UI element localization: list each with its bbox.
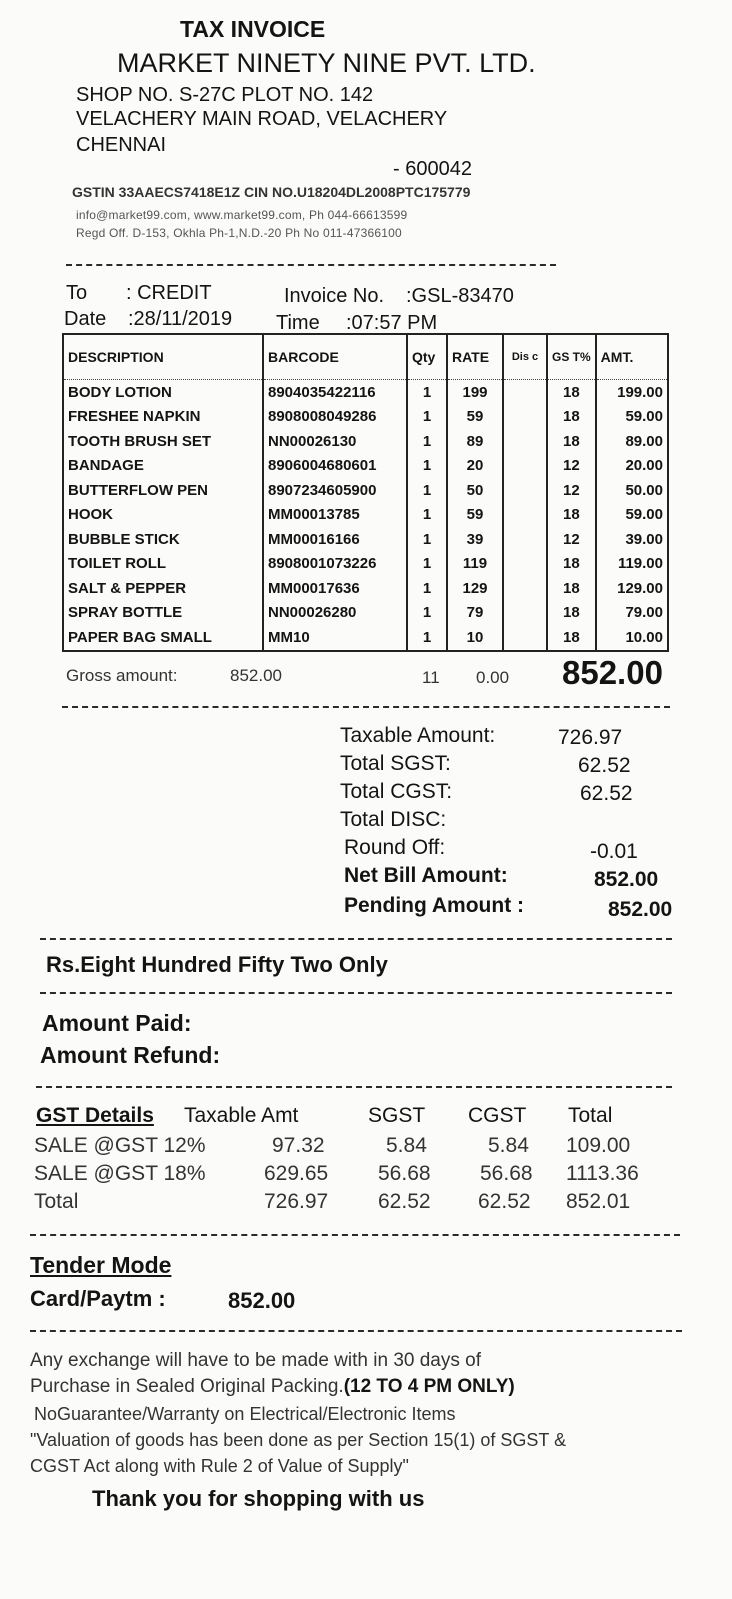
gst-row-sgst: 62.52 xyxy=(378,1190,431,1213)
address-line-2: VELACHERY MAIN ROAD, VELACHERY xyxy=(76,108,448,130)
item-description: TOOTH BRUSH SET xyxy=(63,429,263,454)
item-barcode: MM00017636 xyxy=(263,576,407,601)
item-description: BUBBLE STICK xyxy=(63,527,263,552)
tender-mode-label: Card/Paytm : xyxy=(30,1286,166,1311)
item-amount: 199.00 xyxy=(596,380,668,405)
item-disc xyxy=(503,405,547,430)
company-name: MARKET NINETY NINE PVT. LTD. xyxy=(117,48,536,78)
item-amount: 129.00 xyxy=(596,576,668,601)
item-amount: 50.00 xyxy=(596,478,668,503)
address-line-3: CHENNAI xyxy=(76,134,167,156)
item-barcode: 8906004680601 xyxy=(263,454,407,479)
item-barcode: MM00016166 xyxy=(263,527,407,552)
item-barcode: 8904035422116 xyxy=(263,380,407,405)
item-qty: 1 xyxy=(407,454,447,479)
pending-amount-label: Pending Amount : xyxy=(344,894,525,917)
pending-amount-value: 852.00 xyxy=(608,898,673,921)
table-row xyxy=(63,576,668,601)
date-label: Date xyxy=(64,308,107,330)
tender-mode-title: Tender Mode xyxy=(30,1252,172,1278)
col-qty: Qty xyxy=(407,334,447,380)
time-value: :07:57 PM xyxy=(346,312,438,334)
item-description: TOILET ROLL xyxy=(63,552,263,577)
col-rate: RATE xyxy=(447,334,503,380)
gst-row-total: 852.01 xyxy=(566,1190,631,1213)
table-row xyxy=(63,429,668,454)
tender-mode-value: 852.00 xyxy=(228,1288,296,1313)
item-disc xyxy=(503,601,547,626)
footer-valuation-line: "Valuation of goods has been done as per Section 15(1) of SGST & xyxy=(30,1430,567,1450)
date-value: :28/11/2019 xyxy=(128,308,233,330)
amount-in-words: Rs.Eight Hundred Fifty Two Only xyxy=(46,952,388,977)
item-gst: 12 xyxy=(547,527,596,552)
item-disc xyxy=(503,527,547,552)
item-rate: 59 xyxy=(447,405,503,430)
col-gst: GS T% xyxy=(547,334,596,380)
table-row xyxy=(63,527,668,552)
item-disc xyxy=(503,552,547,577)
item-disc xyxy=(503,576,547,601)
item-rate: 50 xyxy=(447,478,503,503)
items-table-header xyxy=(63,334,668,380)
footer-hours-text: (12 TO 4 PM ONLY) xyxy=(343,1376,515,1397)
item-rate: 129 xyxy=(447,576,503,601)
amount-paid-label: Amount Paid: xyxy=(42,1010,192,1036)
taxable-amount-value: 726.97 xyxy=(558,726,623,749)
total-sgst-label: Total SGST: xyxy=(340,752,451,775)
item-qty: 1 xyxy=(407,527,447,552)
taxable-amount-label: Taxable Amount: xyxy=(340,724,496,747)
item-gst: 18 xyxy=(547,380,596,405)
divider xyxy=(30,1330,682,1332)
invoice-number: :GSL-83470 xyxy=(406,285,514,307)
item-disc xyxy=(503,478,547,503)
table-row xyxy=(63,601,668,626)
item-disc xyxy=(503,429,547,454)
address-line-1: SHOP NO. S-27C PLOT NO. 142 xyxy=(76,84,374,106)
gross-amount-value: 852.00 xyxy=(230,666,282,685)
total-cgst-value: 62.52 xyxy=(580,782,633,805)
gross-disc: 0.00 xyxy=(476,668,510,687)
item-barcode: 8908008049286 xyxy=(263,405,407,430)
col-disc: Dis c xyxy=(503,334,547,380)
item-gst: 18 xyxy=(547,625,596,651)
item-qty: 1 xyxy=(407,552,447,577)
net-bill-label: Net Bill Amount: xyxy=(344,864,508,887)
net-bill-value: 852.00 xyxy=(594,868,659,891)
item-gst: 12 xyxy=(547,454,596,479)
footer-exchange-policy: Any exchange will have to be made with in 30 days of xyxy=(30,1350,481,1371)
col-amt: AMT. xyxy=(596,334,668,380)
item-rate: 89 xyxy=(447,429,503,454)
item-gst: 12 xyxy=(547,478,596,503)
item-barcode: NN00026280 xyxy=(263,601,407,626)
gst-row-label: Total xyxy=(34,1190,79,1213)
item-disc xyxy=(503,380,547,405)
gst-row-taxable: 629.65 xyxy=(264,1162,329,1185)
amount-refund-label: Amount Refund: xyxy=(40,1042,221,1068)
gross-qty: 11 xyxy=(422,668,440,687)
item-disc xyxy=(503,503,547,528)
invoice-label: Invoice No. xyxy=(284,285,385,307)
item-barcode: MM00013785 xyxy=(263,503,407,528)
total-disc-label: Total DISC: xyxy=(340,808,447,831)
divider xyxy=(66,264,556,266)
item-rate: 79 xyxy=(447,601,503,626)
item-description: SPRAY BOTTLE xyxy=(63,601,263,626)
table-row xyxy=(63,380,668,405)
footer-packing-text: Purchase in Sealed Original Packing. xyxy=(30,1376,344,1397)
divider xyxy=(40,992,672,994)
item-qty: 1 xyxy=(407,429,447,454)
item-qty: 1 xyxy=(407,478,447,503)
gst-col-sgst: SGST xyxy=(368,1104,426,1127)
item-disc xyxy=(503,625,547,651)
item-rate: 59 xyxy=(447,503,503,528)
gross-total: 852.00 xyxy=(562,654,663,691)
item-amount: 39.00 xyxy=(596,527,668,552)
item-qty: 1 xyxy=(407,576,447,601)
table-row xyxy=(63,405,668,430)
item-disc xyxy=(503,454,547,479)
gst-row-taxable: 726.97 xyxy=(264,1190,329,1213)
item-amount: 20.00 xyxy=(596,454,668,479)
thank-you-message: Thank you for shopping with us xyxy=(92,1486,425,1511)
footer-warranty-line: NoGuarantee/Warranty on Electrical/Electronic Items xyxy=(34,1404,456,1424)
item-amount: 89.00 xyxy=(596,429,668,454)
round-off-label: Round Off: xyxy=(344,836,446,859)
item-qty: 1 xyxy=(407,601,447,626)
item-description: HOOK xyxy=(63,503,263,528)
item-gst: 18 xyxy=(547,429,596,454)
item-rate: 10 xyxy=(447,625,503,651)
gst-details-title: GST Details xyxy=(36,1104,154,1127)
divider xyxy=(62,706,670,708)
pincode: - 600042 xyxy=(393,158,472,180)
to-label: To xyxy=(66,282,88,304)
total-sgst-value: 62.52 xyxy=(578,754,631,777)
items-table xyxy=(62,333,669,652)
gst-col-cgst: CGST xyxy=(468,1104,527,1127)
footer-packing-line xyxy=(30,1376,515,1398)
item-barcode: 8907234605900 xyxy=(263,478,407,503)
item-gst: 18 xyxy=(547,552,596,577)
item-rate: 20 xyxy=(447,454,503,479)
item-qty: 1 xyxy=(407,380,447,405)
gst-row-sgst: 5.84 xyxy=(386,1134,427,1157)
item-rate: 119 xyxy=(447,552,503,577)
item-description: SALT & PEPPER xyxy=(63,576,263,601)
item-gst: 18 xyxy=(547,601,596,626)
gst-row-label: SALE @GST 12% xyxy=(34,1134,206,1157)
col-description: DESCRIPTION xyxy=(63,334,263,380)
item-amount: 10.00 xyxy=(596,625,668,651)
gross-amount-label: Gross amount: xyxy=(66,666,178,685)
divider xyxy=(36,1086,672,1088)
item-gst: 18 xyxy=(547,405,596,430)
divider xyxy=(30,1234,680,1236)
table-row xyxy=(63,503,668,528)
gst-row-sgst: 56.68 xyxy=(378,1162,431,1185)
item-barcode: MM10 xyxy=(263,625,407,651)
item-rate: 199 xyxy=(447,380,503,405)
item-amount: 59.00 xyxy=(596,405,668,430)
time-label: Time xyxy=(276,312,320,334)
round-off-value: -0.01 xyxy=(590,840,638,863)
item-description: PAPER BAG SMALL xyxy=(63,625,263,651)
item-description: FRESHEE NAPKIN xyxy=(63,405,263,430)
item-description: BUTTERFLOW PEN xyxy=(63,478,263,503)
item-amount: 119.00 xyxy=(596,552,668,577)
doc-title: TAX INVOICE xyxy=(180,16,326,42)
item-barcode: NN00026130 xyxy=(263,429,407,454)
regd-office-line: Regd Off. D-153, Okhla Ph-1,N.D.-20 Ph No 011-47366100 xyxy=(76,226,402,240)
table-row xyxy=(63,552,668,577)
item-gst: 18 xyxy=(547,503,596,528)
table-row xyxy=(63,478,668,503)
item-qty: 1 xyxy=(407,405,447,430)
item-description: BODY LOTION xyxy=(63,380,263,405)
gst-row-taxable: 97.32 xyxy=(272,1134,325,1157)
total-cgst-label: Total CGST: xyxy=(340,780,453,803)
item-amount: 79.00 xyxy=(596,601,668,626)
item-gst: 18 xyxy=(547,576,596,601)
gst-row-label: SALE @GST 18% xyxy=(34,1162,206,1185)
item-qty: 1 xyxy=(407,625,447,651)
contact-line: info@market99.com, www.market99.com, Ph 044-66613599 xyxy=(76,208,408,222)
gstin-cin-line: GSTIN 33AAECS7418E1Z CIN NO.U18204DL2008PTC175779 xyxy=(72,184,471,200)
item-amount: 59.00 xyxy=(596,503,668,528)
item-description: BANDAGE xyxy=(63,454,263,479)
table-row xyxy=(63,454,668,479)
item-barcode: 8908001073226 xyxy=(263,552,407,577)
gst-col-total: Total xyxy=(568,1104,613,1127)
gst-row-cgst: 62.52 xyxy=(478,1190,531,1213)
item-rate: 39 xyxy=(447,527,503,552)
footer-valuation-line-2: CGST Act along with Rule 2 of Value of Supply" xyxy=(30,1456,409,1476)
gst-row-total: 109.00 xyxy=(566,1134,631,1157)
table-row xyxy=(63,625,668,651)
divider xyxy=(40,938,672,940)
col-barcode: BARCODE xyxy=(263,334,407,380)
gst-col-taxable: Taxable Amt xyxy=(184,1104,299,1127)
to-value: : CREDIT xyxy=(126,282,212,304)
item-qty: 1 xyxy=(407,503,447,528)
gst-row-total: 1113.36 xyxy=(566,1162,639,1185)
gst-row-cgst: 56.68 xyxy=(480,1162,533,1185)
gst-row-cgst: 5.84 xyxy=(488,1134,529,1157)
